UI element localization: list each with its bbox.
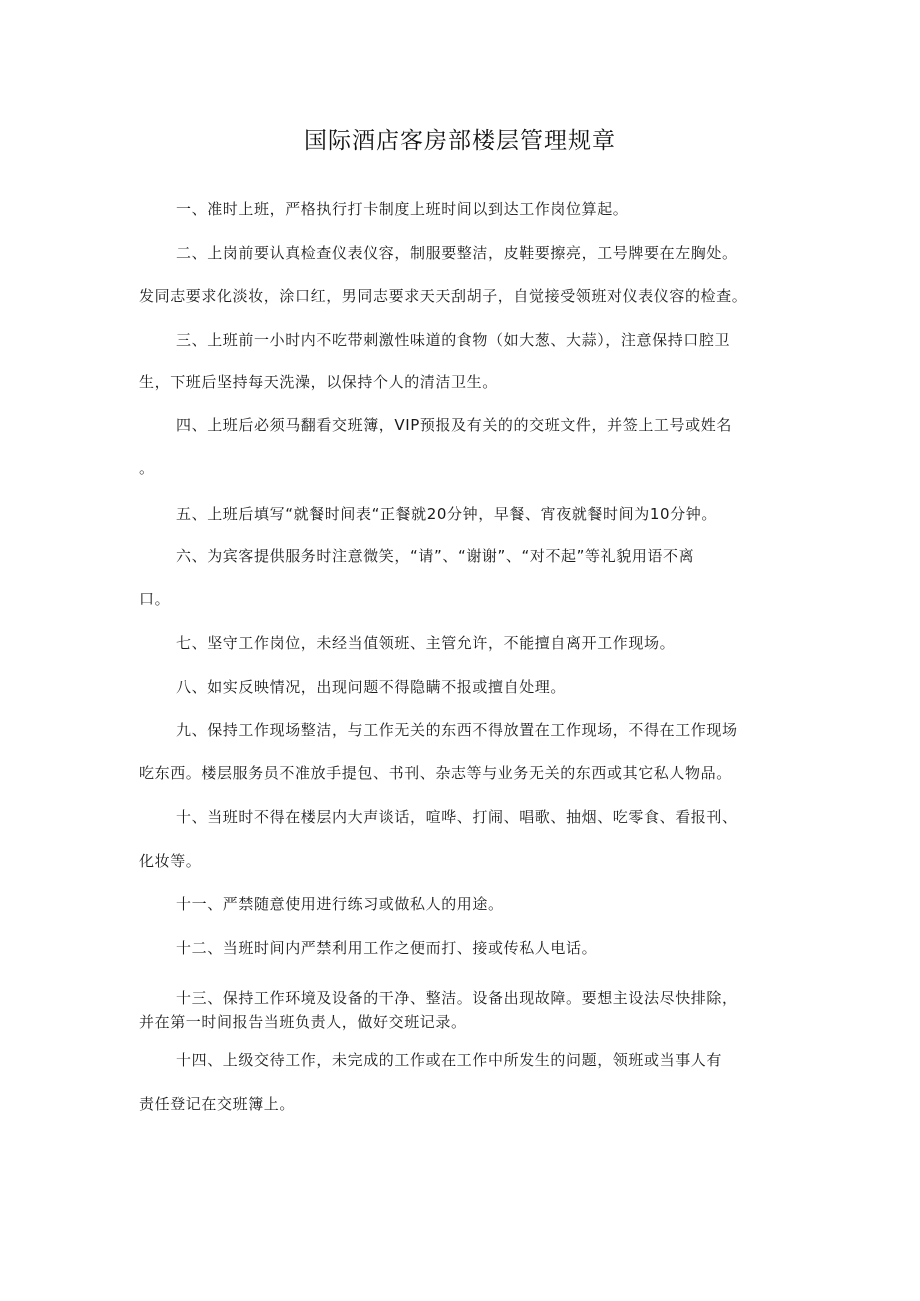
rule-6-line-1: 六、为宾客提供服务时注意微笑，“请”、“谢谢”、“对不起”等礼貌用语不离	[176, 547, 695, 565]
rule-14-line-2: 责任登记在交班簿上。	[139, 1095, 296, 1113]
page-title: 国际酒店客房部楼层管理规章	[304, 128, 616, 154]
rule-3-line-2: 生，下班后坚持每天洗澡，以保持个人的清洁卫生。	[139, 373, 498, 391]
rule-2-line-1: 二、上岗前要认真检查仪表仪容，制服要整洁，皮鞋要擦亮，工号牌要在左胸处。	[176, 244, 738, 262]
rule-12-line-1: 十二、当班时间内严禁利用工作之便而打、接或传私人电话。	[176, 939, 598, 957]
rule-5-line-1: 五、上班后填写“就餐时间表“正餐就20分钟，早餐、宵夜就餐时间为10分钟。	[176, 505, 717, 523]
rule-9-line-2: 吃东西。楼层服务员不准放手提包、书刊、杂志等与业务无关的东西或其它私人物品。	[139, 764, 732, 782]
rule-8-line-1: 八、如实反映情况，出现问题不得隐瞒不报或擅自处理。	[176, 678, 567, 696]
rule-7-line-1: 七、坚守工作岗位，未经当值领班、主管允许，不能擅自离开工作现场。	[176, 634, 676, 652]
rule-4-line-1: 四、上班后必须马翻看交班簿，VIP预报及有关的的交班文件，并签上工号或姓名	[176, 416, 732, 434]
rule-13-line-1: 十三、保持工作环境及设备的干净、整洁。设备出现故障。要想主设法尽快排除，	[176, 989, 738, 1007]
rule-11-line-1: 十一、严禁随意使用进行练习或做私人的用途。	[176, 895, 504, 913]
rule-1-line-1: 一、准时上班，严格执行打卡制度上班时间以到达工作岗位算起。	[176, 200, 629, 218]
rule-4-line-2: 。	[139, 459, 155, 477]
rule-3-line-1: 三、上班前一小时内不吃带刺激性味道的食物（如大葱、大蒜），注意保持口腔卫	[176, 331, 731, 349]
rule-10-line-2: 化妆等。	[139, 852, 202, 870]
rule-13-line-2: 并在第一时间报告当班负责人，做好交班记录。	[139, 1013, 467, 1031]
rule-10-line-1: 十、当班时不得在楼层内大声谈话，喧哗、打闹、唱歌、抽烟、吃零食、看报刊、	[176, 808, 738, 826]
rule-9-line-1: 九、保持工作现场整洁，与工作无关的东西不得放置在工作现场，不得在工作现场	[176, 721, 738, 739]
rule-6-line-2: 口。	[139, 590, 171, 608]
rule-14-line-1: 十四、上级交待工作，未完成的工作或在工作中所发生的问题，领班或当事人有	[176, 1051, 723, 1069]
rule-2-line-2: 发同志要求化淡妆，涂口红，男同志要求天天刮胡子，自觉接受领班对仪表仪容的检查。	[139, 287, 748, 305]
